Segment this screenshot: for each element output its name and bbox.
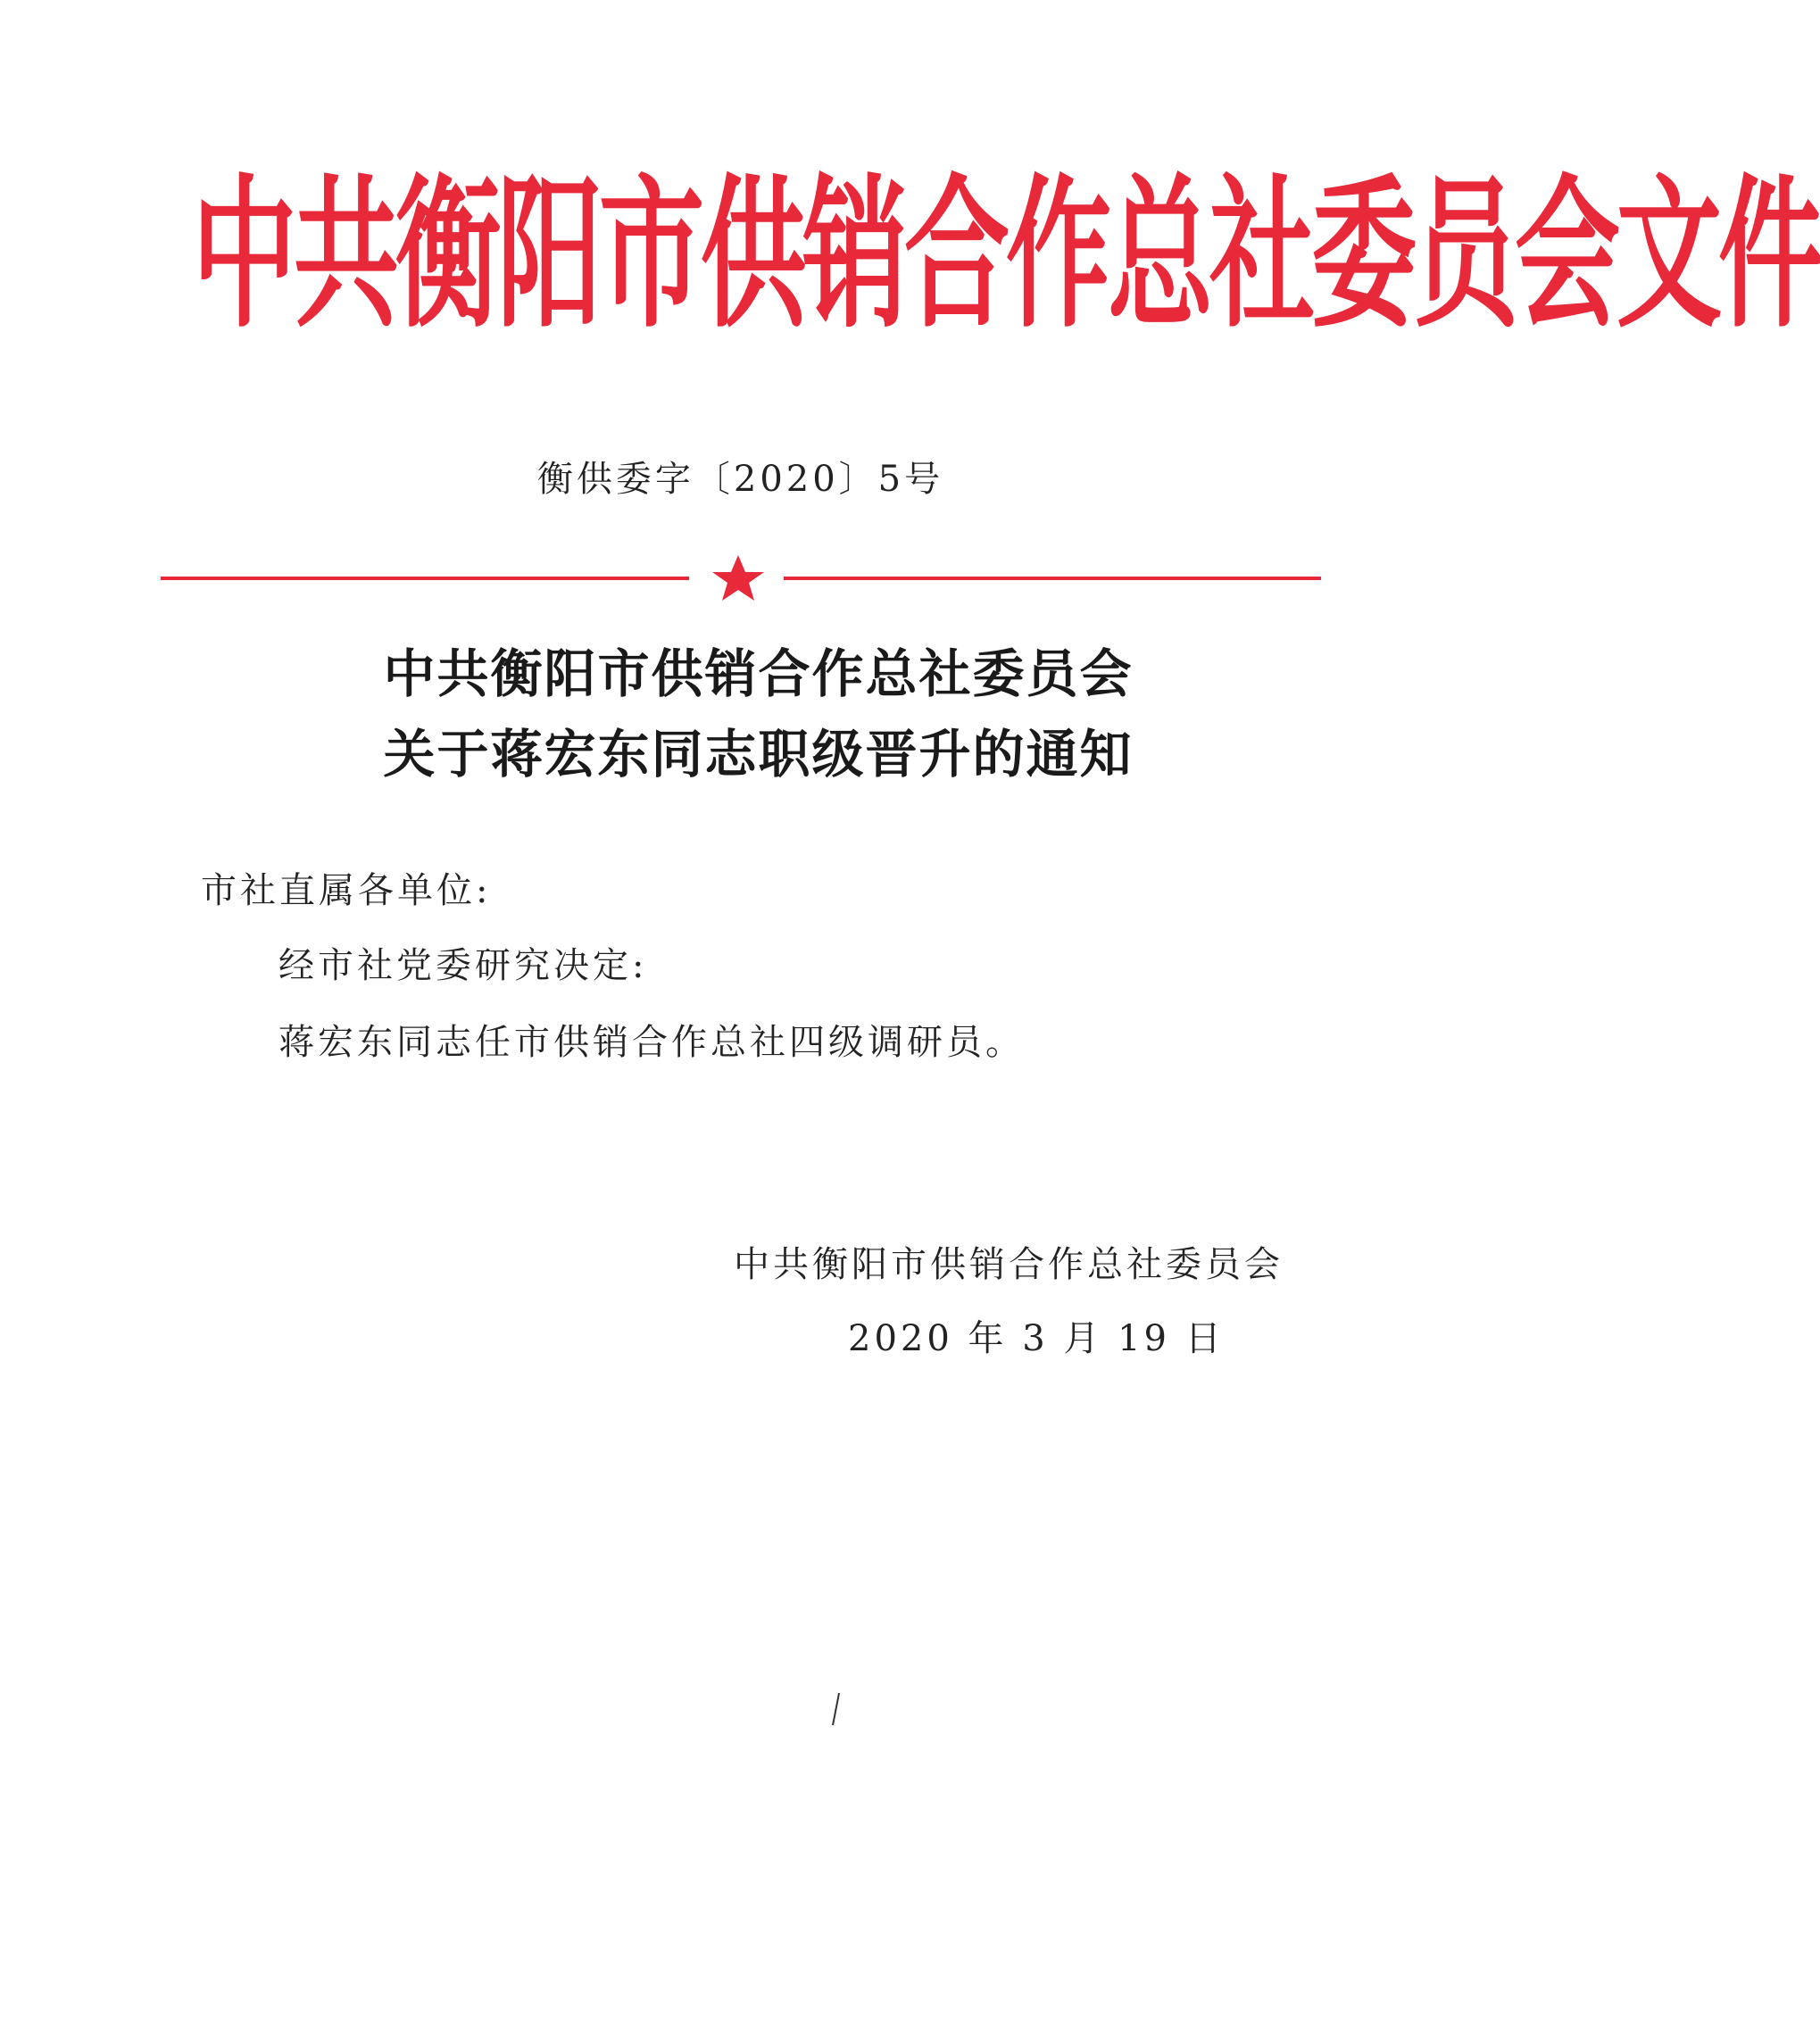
- pen-mark: [830, 1691, 841, 1727]
- red-divider: [161, 553, 1321, 603]
- salutation: 市社直属各单位:: [201, 870, 492, 911]
- divider-line-left: [161, 577, 689, 580]
- divider-line-right: [784, 577, 1321, 580]
- issue-date: 2020 年 3 月 19 日: [848, 1318, 1225, 1359]
- signer: 中共衡阳市供销合作总社委员会: [734, 1244, 1284, 1285]
- notice-title-line2: 关于蒋宏东同志职级晋升的通知: [383, 724, 1134, 784]
- document-number: 衡供委字〔2020〕5号: [536, 459, 944, 500]
- notice-title-line1: 中共衡阳市供销合作总社委员会: [383, 643, 1134, 704]
- body-paragraph: 经市社党委研究决定:: [278, 945, 648, 986]
- body-paragraph: 蒋宏东同志任市供销合作总社四级调研员。: [278, 1022, 1025, 1063]
- document-header-title: 中共衡阳市供销合作总社委员会文件: [192, 159, 1820, 350]
- red-star-icon: [707, 553, 769, 603]
